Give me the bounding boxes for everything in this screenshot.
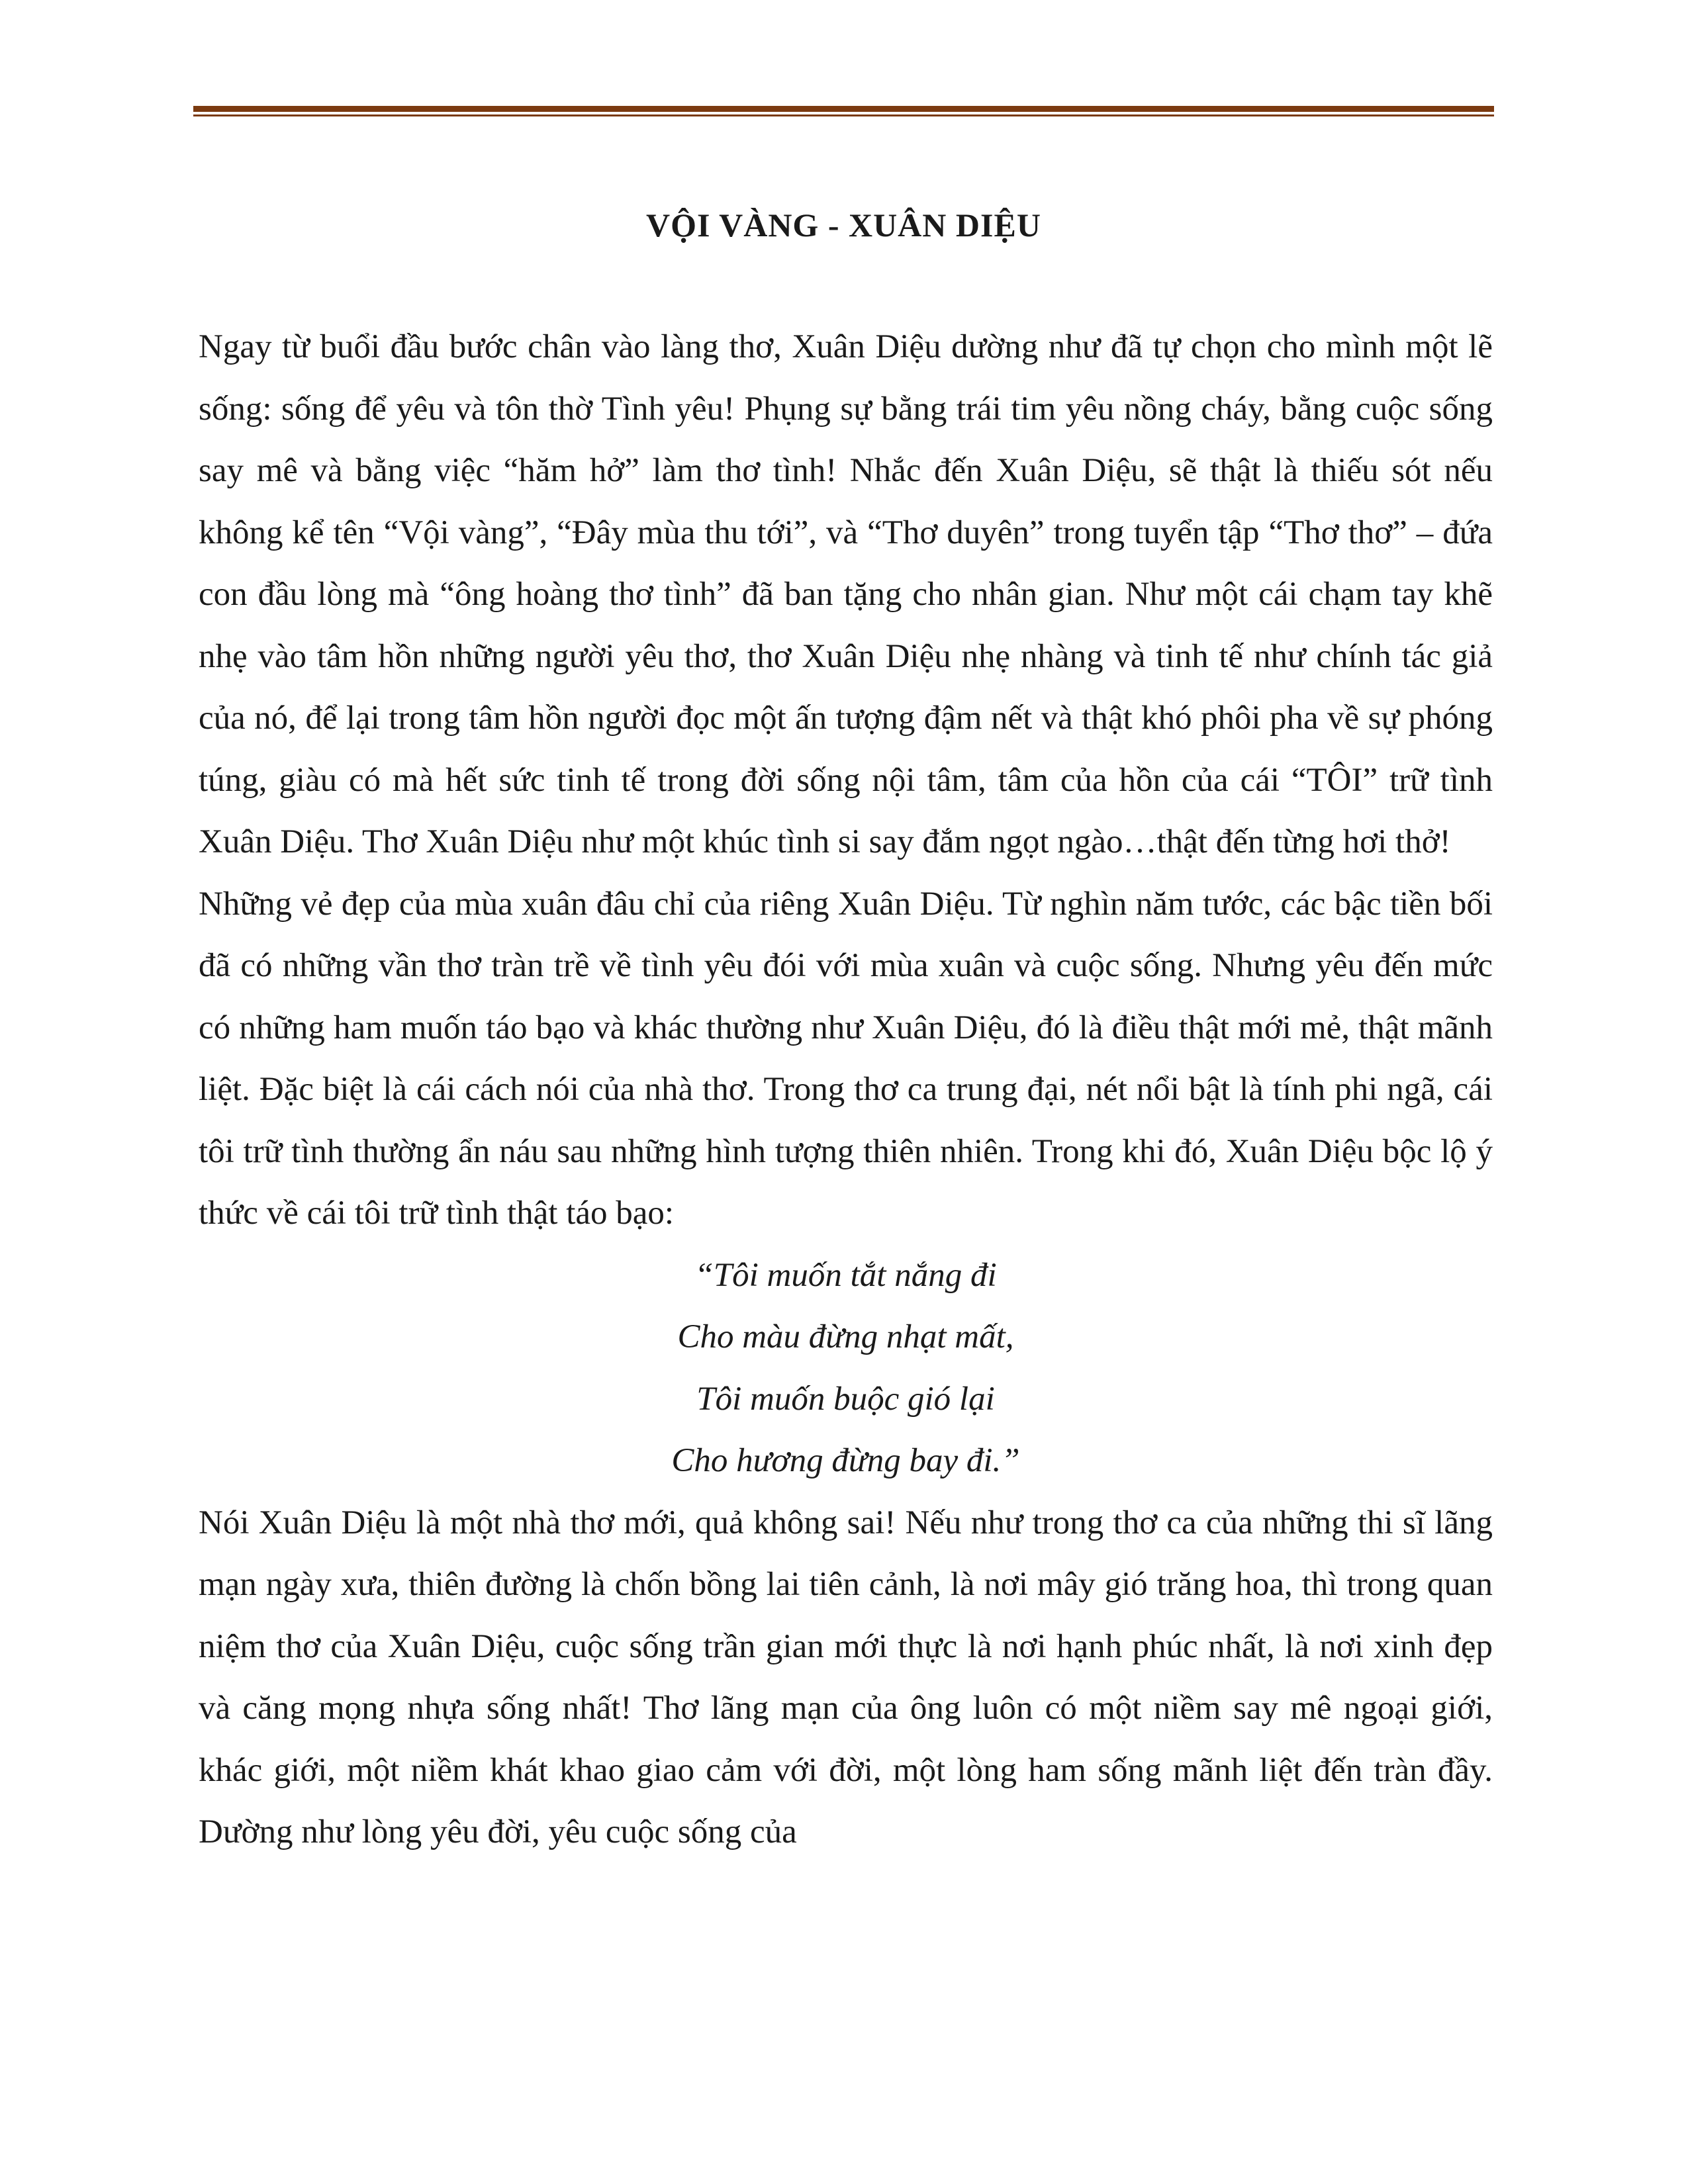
paragraph-intro: Ngay từ buổi đầu bước chân vào làng thơ, Xuân Diệu dường như đã tự chọn cho mình một lẽ sống: sống để yêu và tôn thờ Tình yêu! Phụng sự bằng trái tim yêu nồng cháy, bằng cuộc sống say mê và bằng việc “hăm hở” làm thơ tình! Nhắc đến Xuân Diệu, sẽ thật là thiếu sót nếu không kể tên “Vội vàng”, “Đây mùa thu tới”, và “Thơ duyên” trong tuyển tập “Thơ thơ” – đứa con đầu lòng mà “ông hoàng thơ tình” đã ban tặng cho nhân gian. Như một cái chạm tay khẽ nhẹ vào tâm hồn những người yêu thơ, thơ Xuân Diệu nhẹ nhàng và tinh tế như chính tác giả của nó, để lại trong tâm hồn người đọc một ấn tượng đậm nết và thật khó phôi pha về sự phóng túng, giàu có mà hết sức tinh tế trong đời sống nội tâm, tâm của hồn của cái “TÔI” trữ tình Xuân Diệu. Thơ Xuân Diệu như một khúc tình si say đắm ngọt ngào…thật đến từng hơi thở! (199, 328, 1493, 860)
paragraph-spring: Những vẻ đẹp của mùa xuân đâu chỉ của riêng Xuân Diệu. Từ nghìn năm tước, các bậc tiền bối đã có những vần thơ tràn trề về tình yêu đói với mùa xuân và cuộc sống. Nhưng yêu đến mức có những ham muốn táo bạo và khác thường như Xuân Diệu, đó là điều thật mới mẻ, thật mãnh liệt. Đặc biệt là cái cách nói của nhà thơ. Trong thơ ca trung đại, nét nổi bật là tính phi ngã, cái tôi trữ tình thường ẩn náu sau những hình tượng thiên nhiên. Trong khi đó, Xuân Diệu bộc lộ ý thức về cái tôi trữ tình thật táo bạo: (199, 885, 1493, 1232)
poem-line: “Tôi muốn tắt nắng đi (694, 1256, 997, 1294)
header-rule-thick (193, 106, 1494, 112)
poem-line: Cho hương đừng bay đi.” (671, 1442, 1020, 1479)
header-rule-thin (193, 114, 1494, 116)
poem-quote (199, 1245, 1493, 1492)
header-rule (193, 106, 1494, 119)
document-body (199, 316, 1493, 1864)
poem-line: Tôi muốn buộc gió lại (696, 1380, 995, 1418)
paragraph-new-poet: Nói Xuân Diệu là một nhà thơ mới, quả không sai! Nếu như trong thơ ca của những thi sĩ lãng mạn ngày xưa, thiên đường là chốn bồng lai tiên cảnh, là nơi mây gió trăng hoa, thì trong quan niệm thơ của Xuân Diệu, cuộc sống trần gian mới thực là nơi hạnh phúc nhất, là nơi xinh đẹp và căng mọng nhựa sống nhất! Thơ lãng mạn của ông luôn có một niềm say mê ngoại giới, khác giới, một niềm khát khao giao cảm với đời, một lòng ham sống mãnh liệt đến tràn đầy. Dường như lòng yêu đời, yêu cuộc sống của (199, 1504, 1493, 1850)
poem-line: Cho màu đừng nhạt mất, (677, 1318, 1014, 1355)
document-title: VỘI VÀNG - XUÂN DIỆU (646, 206, 1041, 244)
